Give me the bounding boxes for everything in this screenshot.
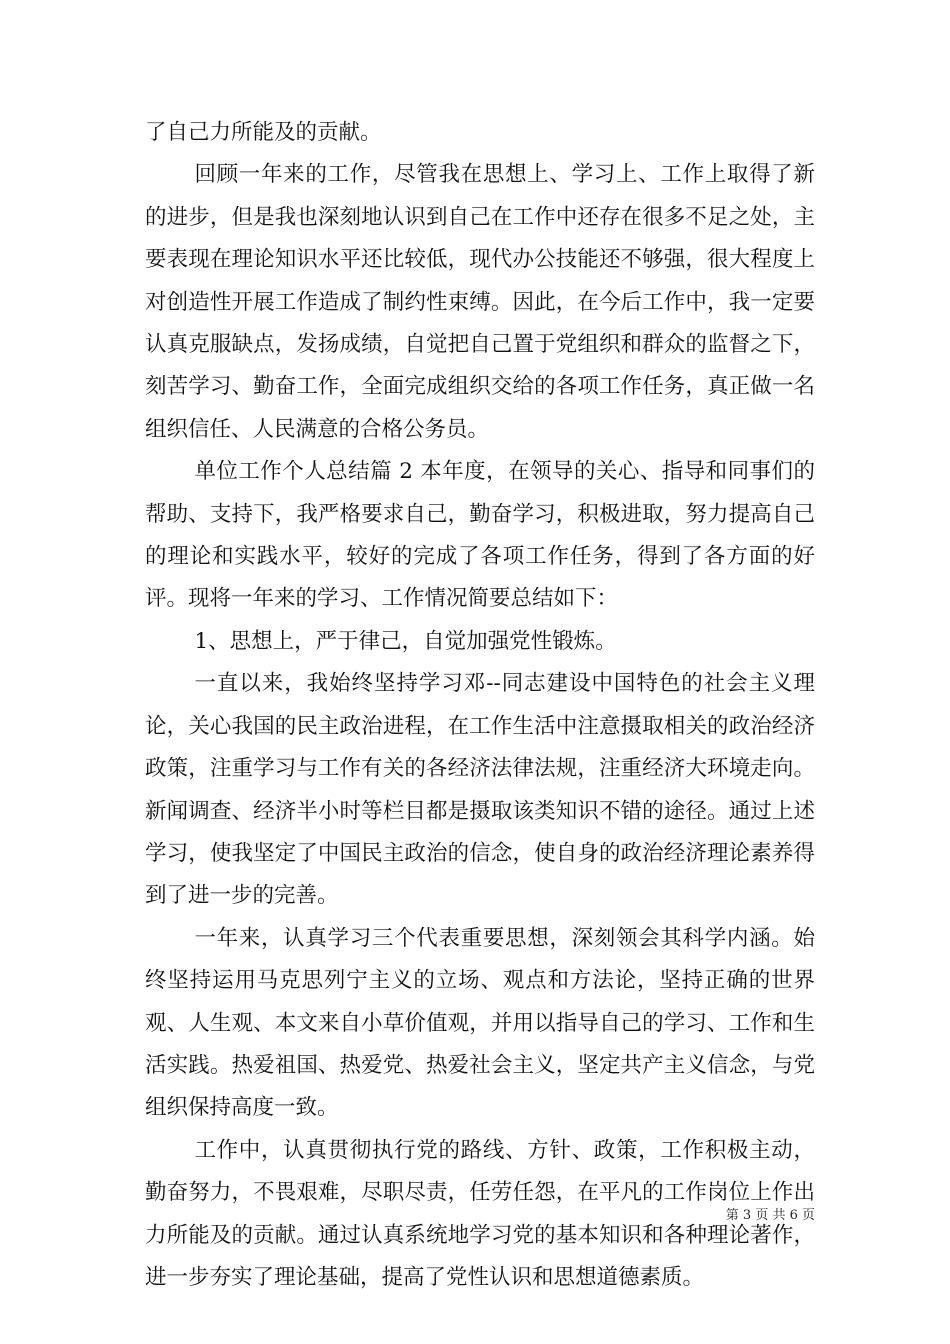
paragraph-7: 工作中，认真贯彻执行党的路线、方针、政策，工作积极主动，勤奋努力，不畏艰难，尽职尽责，任劳任怨，在平凡的工作岗位上作出力所能及的贡献。通过认真系统地学习党的基本知识和各种理论著作，进一步夯实了理论基础，提高了党性认识和思想道德素质。: [145, 1137, 815, 1290]
paragraph-3: 单位工作个人总结篇 2 本年度，在领导的关心、指导和同事们的帮助、支持下，我严格要求自己，勤奋学习，积极进取，努力提高自己的理论和实践水平，较好的完成了各项工作任务，得到了各方面的好评。现将一年来的学习、工作情况简要总结如下：: [145, 459, 815, 612]
paragraph-2: 回顾一年来的工作，尽管我在思想上、学习上、工作上取得了新的进步，但是我也深刻地认识到自己在工作中还存在很多不足之处，主要表现在理论知识水平还比较低，现代办公技能还不够强，很大程度上对创造性开展工作造成了制约性束缚。因此，在今后工作中，我一定要认真克服缺点，发扬成绩，自觉把自己置于党组织和群众的监督之下，刻苦学习、勤奋工作，全面完成组织交给的各项工作任务，真正做一名组织信任、人民满意的合格公务员。: [145, 162, 815, 442]
paragraph-4: 1、思想上，严于律己，自觉加强党性锻炼。: [194, 628, 617, 654]
page-number-footer: 第 3 页 共 6 页: [725, 1208, 815, 1223]
document-body: [145, 112, 815, 1299]
paragraph-5: 一直以来，我始终坚持学习邓--同志建设中国特色的社会主义理论，关心我国的民主政治进程，在工作生活中注意摄取相关的政治经济政策，注重学习与工作有关的各经济法律法规，注重经济大环境走向。新闻调查、经济半小时等栏目都是摄取该类知识不错的途径。通过上述学习，使我坚定了中国民主政治的信念，使自身的政治经济理论素养得到了进一步的完善。: [145, 671, 815, 909]
paragraph-1: 了自己力所能及的贡献。: [145, 120, 382, 145]
paragraph-6: 一年来，认真学习三个代表重要思想，深刻领会其科学内涵。始终坚持运用马克思列宁主义的立场、观点和方法论，坚持正确的世界观、人生观、本文来自小草价值观，并用以指导自己的学习、工作和生活实践。热爱祖国、热爱党、热爱社会主义，坚定共产主义信念，与党组织保持高度一致。: [145, 925, 815, 1121]
